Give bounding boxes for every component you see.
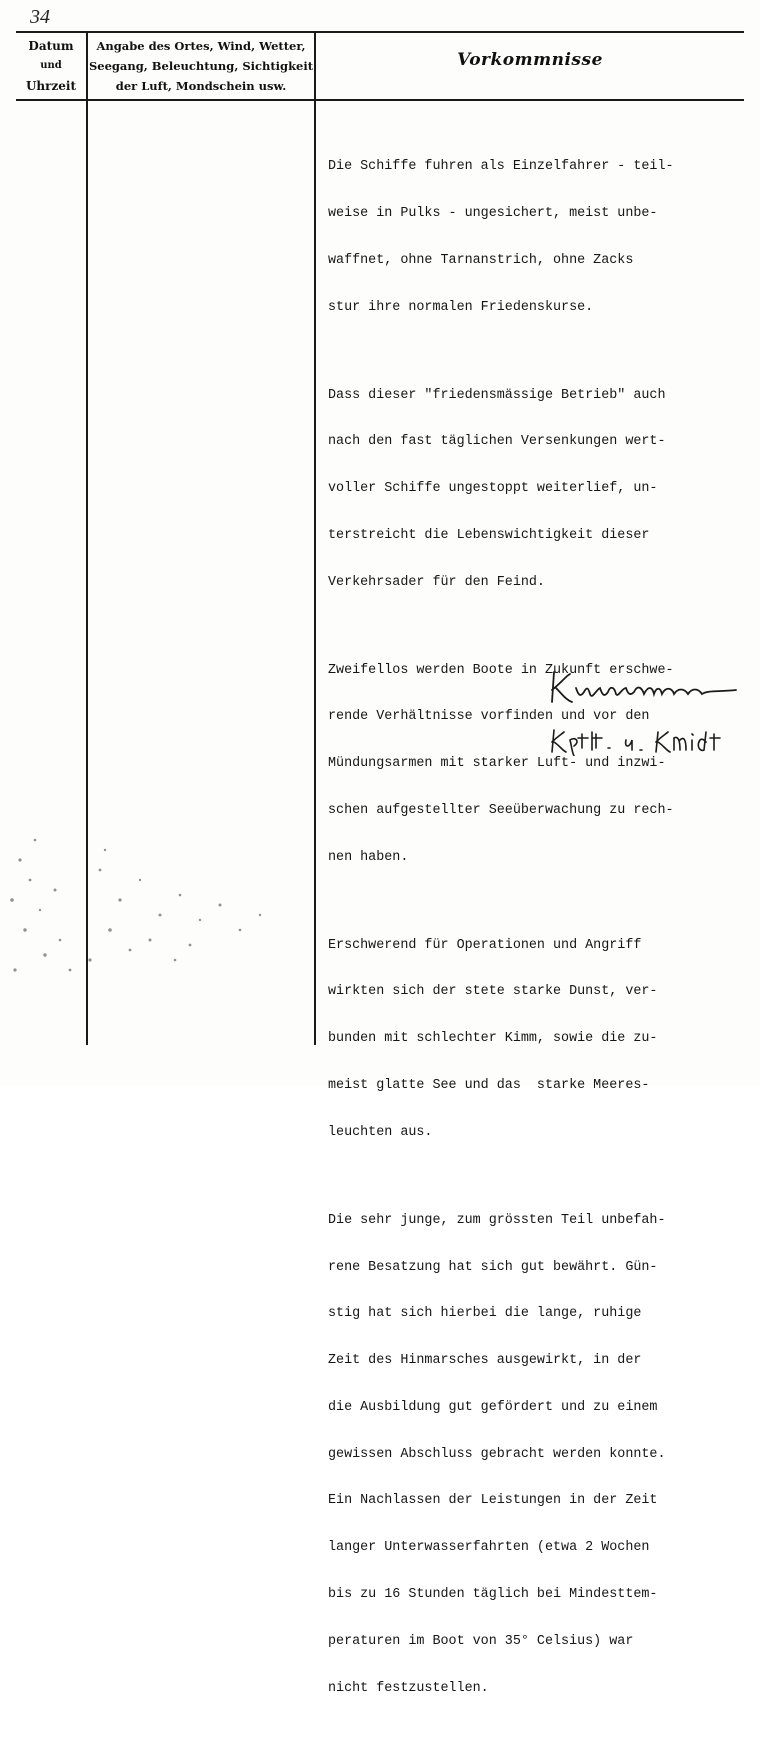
- entry-line: leuchten aus.: [328, 1124, 433, 1140]
- entry-line: stur ihre normalen Friedenskurse.: [328, 299, 594, 315]
- events-text: [328, 128, 738, 1737]
- entry-paragraph: [328, 1182, 738, 1728]
- entry-line: nach den fast täglichen Versenkungen wert-: [328, 434, 666, 450]
- entry-line: Zeit des Hinmarsches ausgewirkt, in der: [328, 1353, 642, 1369]
- entry-line: die Ausbildung gut gefördert und zu einem: [328, 1399, 658, 1415]
- scan-noise: [0, 820, 330, 1000]
- entry-line: Die sehr junge, zum grössten Teil unbefah-: [328, 1212, 666, 1228]
- entry-line: langer Unterwasserfahrten (etwa 2 Wochen: [328, 1540, 650, 1556]
- header-top-rule: [16, 31, 744, 33]
- entry-line: bunden mit schlechter Kimm, sowie die zu-: [328, 1031, 658, 1047]
- entry-line: Dass dieser "friedensmässige Betrieb" auch: [328, 387, 666, 403]
- entry-line: rene Besatzung hat sich gut bewährt. Gün-: [328, 1259, 658, 1275]
- column-header-date: [16, 36, 86, 96]
- entry-line: Die Schiffe fuhren als Einzelfahrer - teil-: [328, 159, 674, 175]
- entry-line: nen haben.: [328, 849, 409, 865]
- entry-line: stig hat sich hierbei die lange, ruhige: [328, 1306, 642, 1322]
- entry-line: gewissen Abschluss gebracht werden konnte.: [328, 1446, 666, 1462]
- entry-paragraph: [328, 128, 738, 346]
- column-header-date-line: und: [40, 60, 62, 71]
- entry-line: weise in Pulks - ungesichert, meist unbe-: [328, 205, 658, 221]
- header-bottom-rule: [16, 99, 744, 101]
- entry-line: nicht festzustellen.: [328, 1680, 489, 1696]
- commander-rank-handwritten: [548, 726, 748, 756]
- page-number: 34: [30, 6, 50, 28]
- entry-line: Verkehrsader für den Feind.: [328, 574, 545, 590]
- entry-line: terstreicht die Lebenswichtigkeit dieser: [328, 527, 650, 543]
- entry-line: voller Schiffe ungestoppt weiterlief, un-: [328, 481, 658, 497]
- entry-line: meist glatte See und das starke Meeres-: [328, 1078, 650, 1094]
- entry-line: schen aufgestellter Seeüberwachung zu rech-: [328, 802, 674, 818]
- column-header-place-line: der Luft, Mondschein usw.: [115, 79, 287, 93]
- entry-line: wirkten sich der stete starke Dunst, ver-: [328, 984, 658, 1000]
- entry-line: bis zu 16 Stunden täglich bei Mindesttem-: [328, 1587, 658, 1603]
- commander-signature: [548, 664, 748, 709]
- entry-line: peraturen im Boot von 35° Celsius) war: [328, 1633, 634, 1649]
- column-header-events: Vorkommnisse: [457, 50, 603, 70]
- entry-line: Ein Nachlassen der Leistungen in der Zeit: [328, 1493, 658, 1509]
- entry-paragraph: [328, 356, 738, 621]
- entry-line: Zweifellos werden Boote in Zukunft erschwe-: [328, 662, 674, 678]
- column-header-place: [88, 36, 314, 96]
- entry-line: Erschwerend für Operationen und Angriff: [328, 937, 642, 953]
- entry-line: rende Verhältnisse vorfinden und vor den: [328, 709, 650, 725]
- column-header-date-line: Uhrzeit: [25, 79, 77, 93]
- column-header-date-line: Datum: [28, 39, 74, 53]
- entry-line: waffnet, ohne Tarnanstrich, ohne Zacks: [328, 252, 634, 268]
- entry-paragraph: [328, 907, 738, 1172]
- entry-line: Mündungsarmen mit starker Luft- und inzwi-: [328, 756, 666, 772]
- column-header-place-line: Angabe des Ortes, Wind, Wetter,: [96, 39, 306, 53]
- column-header-place-line: Seegang, Beleuchtung, Sichtigkeit: [88, 59, 314, 73]
